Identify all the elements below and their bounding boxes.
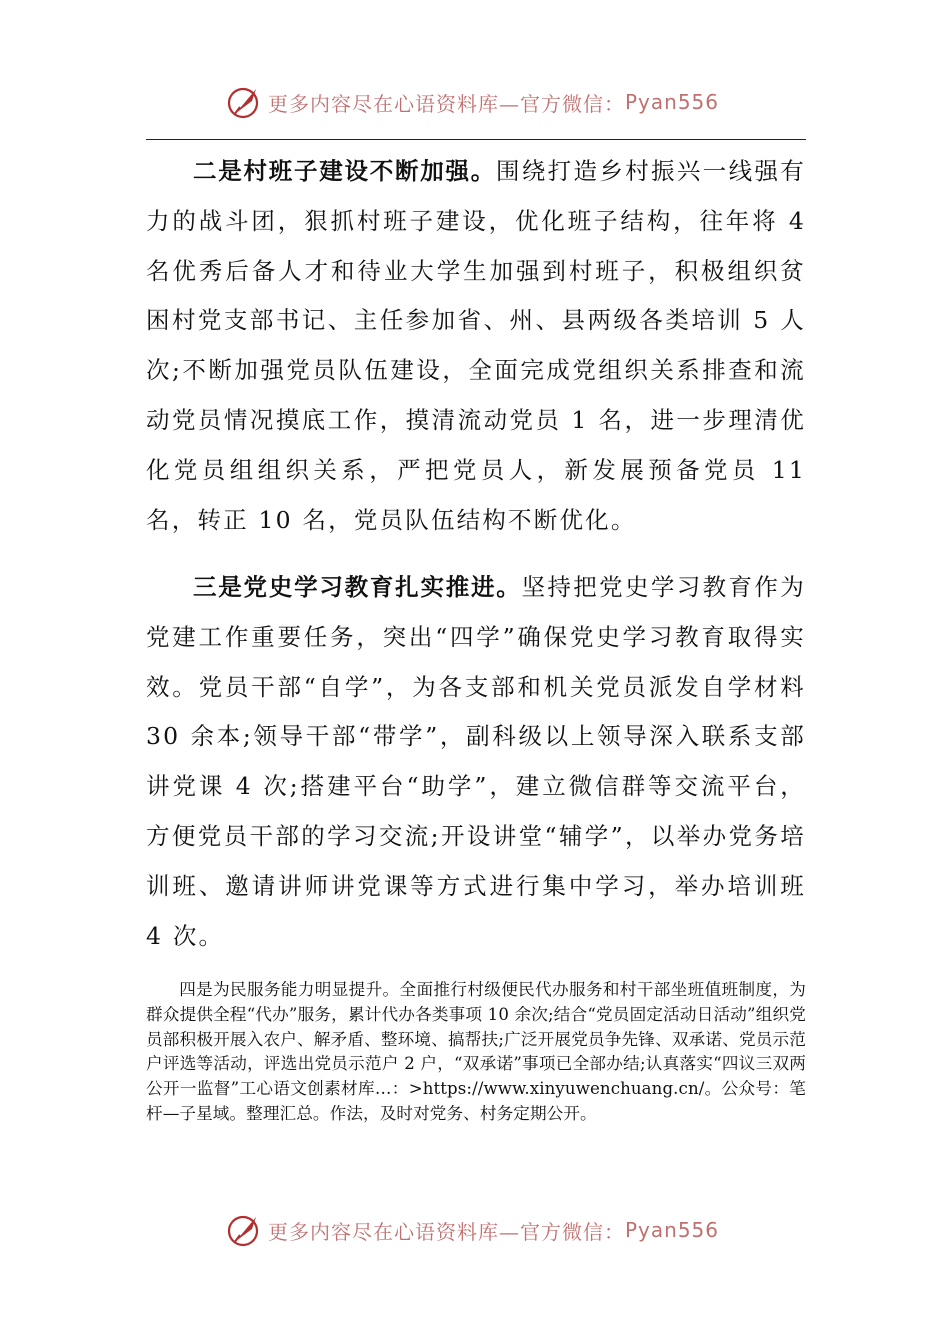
paragraph-party-history	[146, 563, 806, 961]
header-wechat-id: Pyan556	[625, 90, 720, 114]
footer-banner	[226, 1208, 746, 1252]
footer-banner-text: 更多内容尽在心语资料库—官方微信：	[268, 1219, 625, 1244]
quill-logo-icon	[226, 83, 264, 121]
paragraph-body: 坚持把党史学习教育作为党建工作重要任务，突出“四学”确保党史学习教育取得实效。党员干部“自学”，为各支部和机关党员派发自学材料 30 余本;领导干部“带学”，副科级以上领导深入联系支部讲党课 4 次;搭建平台“助学”，建立微信群等交流平台，方便党员干部的学习交流;开设讲堂“辅学”，以举办党务培训班、邀请讲师讲党课等方式进行集中学习，举办培训班 4 次。	[146, 573, 806, 950]
header-divider	[146, 139, 806, 140]
paragraph-heading: 三是党史学习教育扎实推进。	[193, 573, 522, 601]
header-banner	[226, 80, 746, 124]
footer-wechat-id: Pyan556	[625, 1218, 720, 1242]
paragraph-public-service: 四是为民服务能力明显提升。全面推行村级便民代办服务和村干部坐班值班制度，为群众提供全程“代办”服务，累计代办各类事项 10 余次;结合“党员固定活动日活动”组织党员部积极开展入农户、解矛盾、整环境、搞帮扶;广泛开展党员争先锋、双承诺、党员示范户评选等活动，评选出党员示范户 2 户，“双承诺”事项已全部办结;认真落实“四议三双两公开一监督”工心语文创素材库…：>https://www.xinyuwenchuang.cn/。公众号：笔杆—子星域。整理汇总。作法，及时对党务、村务定期公开。	[146, 980, 806, 1123]
quill-logo-icon	[226, 1211, 264, 1249]
paragraph-body: 围绕打造乡村振兴一线强有力的战斗团，狠抓村班子建设，优化班子结构，往年将 4 名优秀后备人才和待业大学生加强到村班子，积极组织贫困村党支部书记、主任参加省、州、县两级各类培训 5 人次;不断加强党员队伍建设，全面完成党组织关系排查和流动党员情况摸底工作，摸清流动党员 1 名，进一步理清优化党员组组织关系，严把党员人，新发展预备党员 11 名，转正 10 名，党员队伍结构不断优化。	[146, 157, 806, 534]
paragraph-heading: 二是村班子建设不断加强。	[193, 157, 496, 185]
paragraph-village-committee	[146, 147, 806, 545]
header-banner-text: 更多内容尽在心语资料库—官方微信：	[268, 91, 625, 116]
